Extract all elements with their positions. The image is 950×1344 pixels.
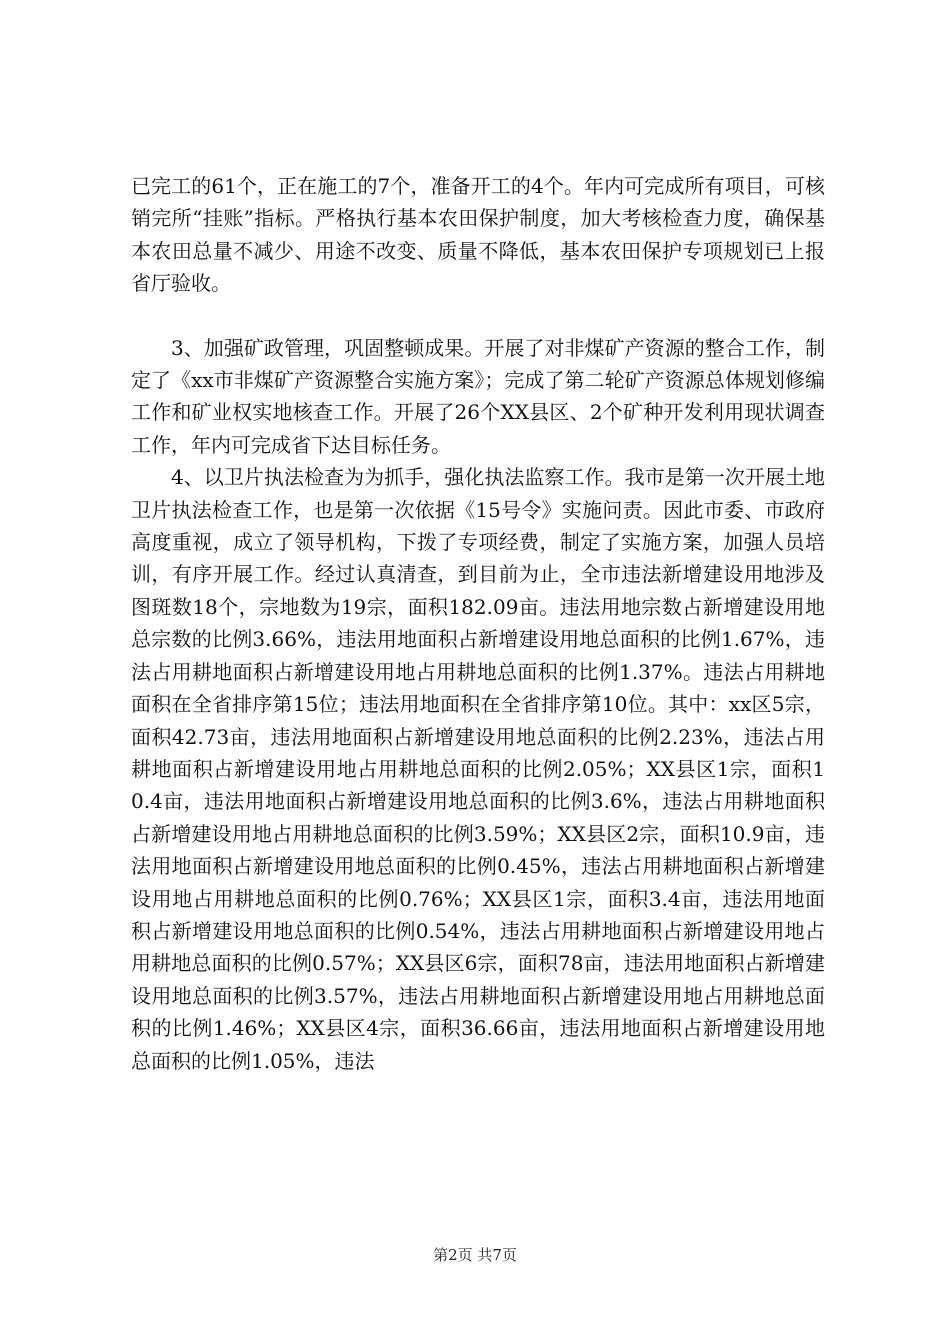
document-body [131, 170, 825, 1077]
paragraph-satellite-enforcement: 4、以卫片执法检查为为抓手，强化执法监察工作。我市是第一次开展土地卫片执法检查工作，也是第一次依据《15号令》实施问责。因此市委、市政府高度重视，成立了领导机构，下拨了专项经费，制定了实施方案，加强人员培训，有序开展工作。经过认真清查，到目前为止，全市违法新增建设用地涉及图斑数18个，宗地数为19宗，面积182.09亩。违法用地宗数占新增建设用地总宗数的比例3.66%，违法用地面积占新增建设用地总面积的比例1.67%，违法占用耕地面积占新增建设用地占用耕地总面积的比例1.37%。违法占用耕地面积在全省排序第15位；违法用地面积在全省排序第10位。其中：xx区5宗，面积42.73亩，违法用地面积占新增建设用地总面积的比例2.23%，违法占用耕地面积占新增建设用地占用耕地总面积的比例2.05%；XX县区1宗，面积10.4亩，违法用地面积占新增建设用地总面积的比例3.6%，违法占用耕地面积占新增建设用地占用耕地总面积的比例3.59%；XX县区2宗，面积10.9亩，违法用地面积占新增建设用地总面积的比例0.45%，违法占用耕地面积占新增建设用地占用耕地总面积的比例0.76%；XX县区1宗，面积3.4亩，违法用地面积占新增建设用地总面积的比例0.54%，违法占用耕地面积占新增建设用地占用耕地总面积的比例0.57%；XX县区6宗，面积78亩，违法用地面积占新增建设用地总面积的比例3.57%，违法占用耕地面积占新增建设用地占用耕地总面积的比例1.46%；XX县区4宗，面积36.66亩，违法用地面积占新增建设用地总面积的比例1.05%，违法 [131, 465, 825, 1073]
paragraph-farmland-protection: 已完工的61个，正在施工的7个，准备开工的4个。年内可完成所有项目，可核销完所“挂账”指标。严格执行基本农田保护制度，加大考核检查力度，确保基本农田总量不减少、用途不改变、质量不降低，基本农田保护专项规划已上报省厅验收。 [131, 174, 825, 296]
paragraph-mining-management: 3、加强矿政管理，巩固整顿成果。开展了对非煤矿产资源的整合工作，制定了《xx市非煤矿产资源整合实施方案》；完成了第二轮矿产资源总体规划修编工作和矿业权实地核查工作。开展了26个XX县区、2个矿种开发利用现状调查工作，年内可完成省下达目标任务。 [131, 335, 825, 457]
page-number-footer: 第2页 共7页 [433, 1246, 517, 1264]
